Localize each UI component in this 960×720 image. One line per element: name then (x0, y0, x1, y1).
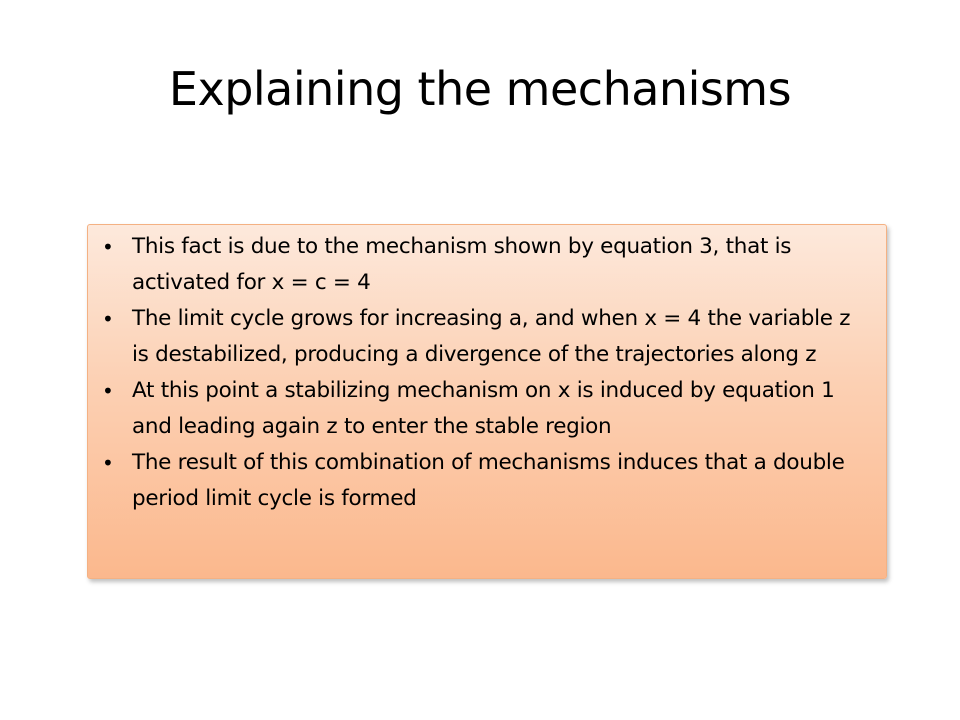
bullet-icon: • (102, 451, 114, 475)
bullet-text: The limit cycle grows for increasing a, and when x = 4 the variable z is destabilized, producing a divergence of the trajectories along z (132, 306, 851, 367)
bullet-item (102, 301, 866, 373)
bullet-item (102, 373, 866, 445)
bullet-text: The result of this combination of mechanisms induces that a double period limit cycle is formed (132, 450, 845, 511)
bullet-icon: • (102, 235, 114, 259)
slide-title: Explaining the mechanisms (168, 62, 792, 116)
bullet-text: This fact is due to the mechanism shown by equation 3, that is activated for x = c = 4 (132, 234, 792, 295)
bullet-icon: • (102, 307, 114, 331)
bullet-item (102, 229, 866, 301)
bullet-item (102, 445, 866, 517)
content-box (87, 224, 887, 579)
bullet-list (102, 229, 866, 517)
bullet-text: At this point a stabilizing mechanism on x is induced by equation 1 and leading again z to enter the stable region (132, 378, 835, 439)
bullet-icon: • (102, 379, 114, 403)
